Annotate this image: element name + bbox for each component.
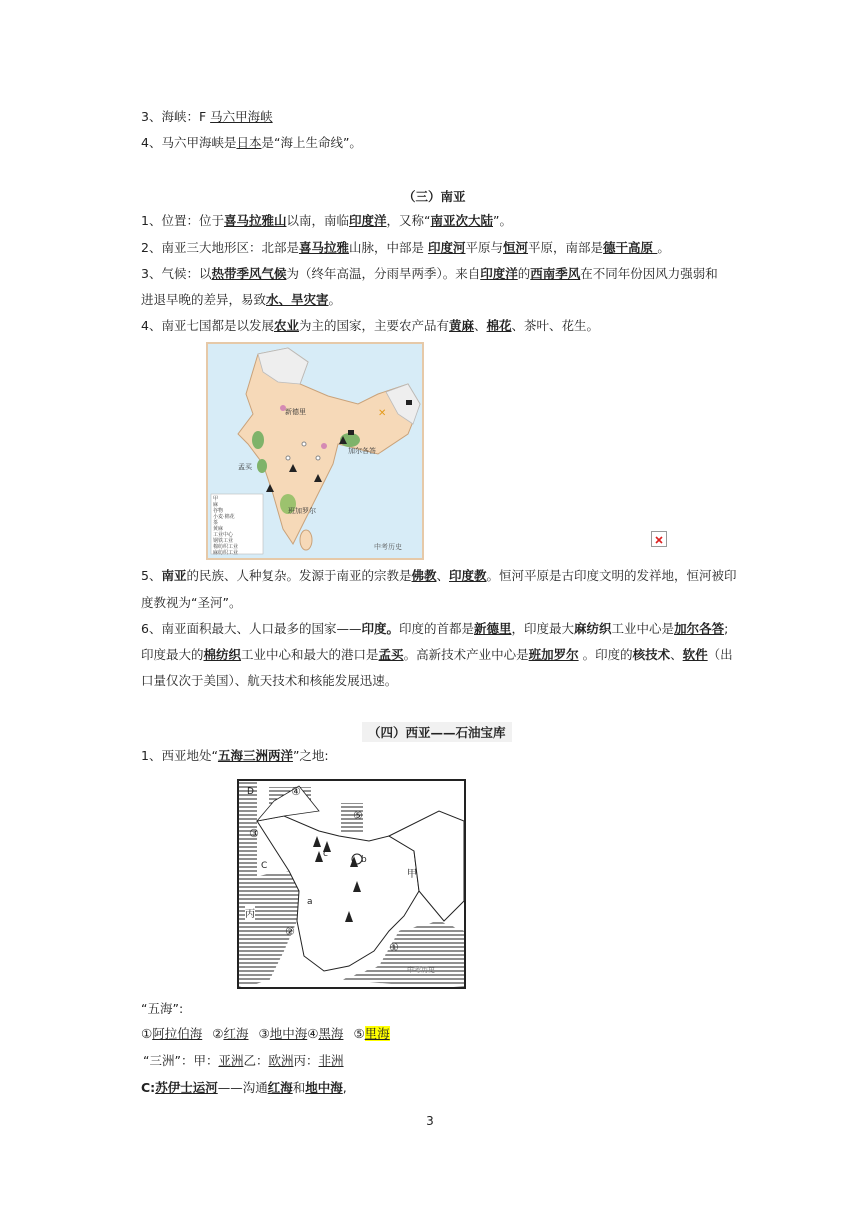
text: 为（终年高温，分雨旱两季）。来自 — [286, 266, 481, 281]
text: 工业中心是 — [611, 621, 675, 636]
text-underlined: 日本 — [236, 135, 262, 150]
continent-name: 欧洲 — [268, 1053, 294, 1068]
paragraph-1 — [141, 212, 512, 230]
text: ⑤ — [353, 1026, 365, 1041]
key-term: 地中海 — [305, 1080, 343, 1095]
key-term: 麻纺织 — [574, 621, 612, 636]
text: 工业中心和最大的港口是 — [241, 647, 379, 662]
canal-line — [141, 1079, 347, 1097]
paragraph-3b — [141, 291, 341, 309]
map-label-mediterranean: ③ — [249, 827, 259, 840]
map-label-mumbai: 孟买 — [238, 463, 252, 471]
text: 1、位置：位于 — [141, 213, 224, 228]
continent-name: 非洲 — [318, 1053, 344, 1068]
paragraph-west-1 — [141, 747, 329, 765]
sea-name: 黑海 — [318, 1026, 344, 1041]
key-term: 红海 — [267, 1080, 293, 1095]
map-label-c: c — [323, 849, 328, 859]
three-continents-line — [143, 1052, 344, 1070]
paragraph-6a — [141, 620, 728, 638]
paragraph-3a — [141, 265, 718, 283]
watermark: 中考历史 — [407, 966, 435, 974]
text: ③ — [258, 1026, 270, 1041]
paragraph-6b — [141, 646, 733, 664]
south-asia-map — [206, 342, 424, 560]
key-term: 喜马拉雅山 — [223, 213, 287, 228]
text: 的民族、人种复杂。发源于南亚的宗教是 — [186, 568, 412, 583]
text: 、 — [474, 318, 487, 333]
key-term: 苏伊士运河 — [155, 1080, 218, 1095]
text: 。高新技术产业中心是 — [403, 647, 529, 662]
sea-name: 红海 — [223, 1026, 249, 1041]
paragraph-5a — [141, 567, 737, 585]
section-heading-south-asia: （三）南亚 — [403, 189, 466, 204]
key-term: 印度洋 — [349, 213, 387, 228]
text: 、 — [436, 568, 450, 583]
legend-item: 钢铁工业 — [213, 538, 234, 544]
text: 是“海上生命线”。 — [261, 135, 362, 150]
text: ① — [141, 1026, 153, 1041]
text: 。 — [657, 240, 670, 255]
map-label-new-delhi: 新德里 — [285, 408, 306, 416]
map-label-b: b — [361, 855, 367, 865]
key-term: 新德里 — [474, 621, 512, 636]
map-label-canal-c: C — [261, 861, 268, 871]
map-label-caspian: ⑤ — [353, 809, 363, 822]
text: 6、南亚面积最大、人口最多的国家—— — [141, 621, 362, 636]
paragraph-5b: 度教视为“圣河”。 — [141, 595, 242, 610]
text: 山脉，中部是 — [348, 240, 428, 255]
text: 。恒河平原是古印度文明的发祥地，恒河被印 — [486, 568, 737, 583]
text: 5、 — [141, 568, 162, 583]
paragraph-2 — [141, 239, 670, 257]
text: 、茶叶、花生。 — [511, 318, 600, 333]
text: 3、气候：以 — [141, 266, 212, 281]
key-term: 印度。 — [361, 621, 399, 636]
key-term: 南亚 — [161, 568, 187, 583]
text: 在不同年份因风力强弱和 — [580, 266, 718, 281]
map-label-jia: 甲 — [407, 869, 417, 880]
text-underlined: 马六甲海峡 — [210, 109, 273, 124]
text: 印度的首都是 — [398, 621, 474, 636]
key-term: C: — [141, 1080, 156, 1095]
svg-text:✕: ✕ — [378, 408, 387, 419]
legend-item: 小麦·棉花 — [213, 514, 235, 520]
text: （出 — [707, 647, 733, 662]
close-icon — [652, 533, 666, 547]
key-term: 水、旱灾害 — [266, 292, 329, 307]
text: , — [342, 1080, 347, 1095]
key-term: 西南季风 — [530, 266, 581, 281]
map-legend — [213, 496, 261, 556]
key-term: 佛教 — [411, 568, 437, 583]
key-term: 热带季风气候 — [211, 266, 287, 281]
five-seas-line — [141, 1025, 390, 1043]
text: 平原，南部是 — [528, 240, 604, 255]
text: 乙： — [243, 1053, 269, 1068]
text: 、 — [670, 647, 683, 662]
key-term: 农业 — [273, 318, 299, 333]
key-term: 印度教 — [449, 568, 487, 583]
page-number: 3 — [426, 1114, 434, 1128]
text: ② — [212, 1026, 224, 1041]
text: 。印度的 — [578, 647, 633, 662]
legend-item: 甲 — [213, 496, 219, 502]
key-term: 核技术 — [632, 647, 671, 662]
text: 印度最大的 — [141, 647, 204, 662]
key-term: 南亚次大陆 — [430, 213, 494, 228]
sea-name: 阿拉伯海 — [152, 1026, 203, 1041]
text: 平原与 — [465, 240, 503, 255]
west-asia-map-svg — [239, 781, 464, 987]
line-lifeline — [141, 134, 362, 152]
key-term: 黄麻 — [449, 318, 475, 333]
text: ; — [724, 621, 729, 636]
key-term: 印度洋 — [480, 266, 518, 281]
text: 和 — [292, 1080, 306, 1095]
text: 4、马六甲海峡是 — [141, 135, 237, 150]
text: 2、南亚三大地形区：北部是 — [141, 240, 299, 255]
map-label-d: D — [247, 787, 254, 797]
legend-item: 麻 — [213, 502, 219, 508]
paragraph-4 — [141, 317, 599, 335]
key-term: 软件 — [682, 647, 708, 662]
map-label-arabian-sea: ① — [389, 941, 399, 954]
legend-item: 茶 — [213, 520, 219, 526]
map-label-bing: 丙 — [245, 905, 255, 920]
text: 为主的国家，主要农产品有 — [298, 318, 449, 333]
text: ”之地: — [292, 748, 329, 763]
continent-name: 亚洲 — [218, 1053, 244, 1068]
text: ，又称“ — [386, 213, 431, 228]
text: 3、海峡：F — [141, 109, 211, 124]
key-term: 棉花 — [486, 318, 512, 333]
key-term: 加尔各答 — [674, 621, 725, 636]
legend-item: 棉纺织工业 — [213, 544, 239, 550]
five-seas-title: “五海”: — [141, 1001, 184, 1016]
key-term: 喜马拉雅 — [298, 240, 349, 255]
map-label-black-sea: ④ — [291, 785, 301, 798]
text: 进退早晚的差异，易致 — [141, 292, 267, 307]
text: ”。 — [493, 213, 512, 228]
key-term: 德干高原 — [603, 240, 658, 255]
text: 丙： — [293, 1053, 319, 1068]
section-heading-west-asia: （四）西亚——石油宝库 — [362, 722, 512, 742]
map-label-a: a — [307, 897, 313, 907]
sea-name-highlighted: 里海 — [364, 1026, 390, 1041]
west-asia-map — [237, 779, 466, 989]
text: 4、南亚七国都是以发展 — [141, 318, 274, 333]
text: “三洲”：甲： — [143, 1053, 219, 1068]
text: 以南，南临 — [286, 213, 349, 228]
map-label-red-sea: ② — [285, 925, 295, 938]
watermark: 中考历史 — [374, 543, 402, 551]
text: 。 — [328, 292, 342, 307]
line-strait — [141, 108, 273, 126]
text: 的 — [517, 266, 531, 281]
key-term: 印度河 — [427, 240, 466, 255]
key-term: 孟买 — [378, 647, 404, 662]
key-term: 棉纺织 — [203, 647, 242, 662]
legend-item: 工业中心 — [213, 532, 234, 538]
map-label-kolkata: 加尔各答 — [348, 447, 376, 455]
legend-item: 麻纺织工业 — [213, 550, 239, 556]
text: ，印度最大 — [511, 621, 575, 636]
key-term: 恒河 — [503, 240, 529, 255]
sea-name: 地中海 — [269, 1026, 308, 1041]
map-label-bangalore: 班加罗尔 — [288, 507, 316, 515]
broken-image-icon — [651, 531, 667, 547]
legend-item: 谷物 — [213, 508, 224, 514]
text: ④ — [307, 1026, 319, 1041]
key-term: 五海三洲两洋 — [217, 748, 293, 763]
text: ——沟通 — [217, 1080, 268, 1095]
legend-item: 黄麻 — [213, 526, 224, 532]
key-term: 班加罗尔 — [528, 647, 579, 662]
paragraph-6c: 口量仅次于美国）、航天技术和核能发展迅速。 — [141, 673, 398, 688]
text: 1、西亚地处“ — [141, 748, 218, 763]
